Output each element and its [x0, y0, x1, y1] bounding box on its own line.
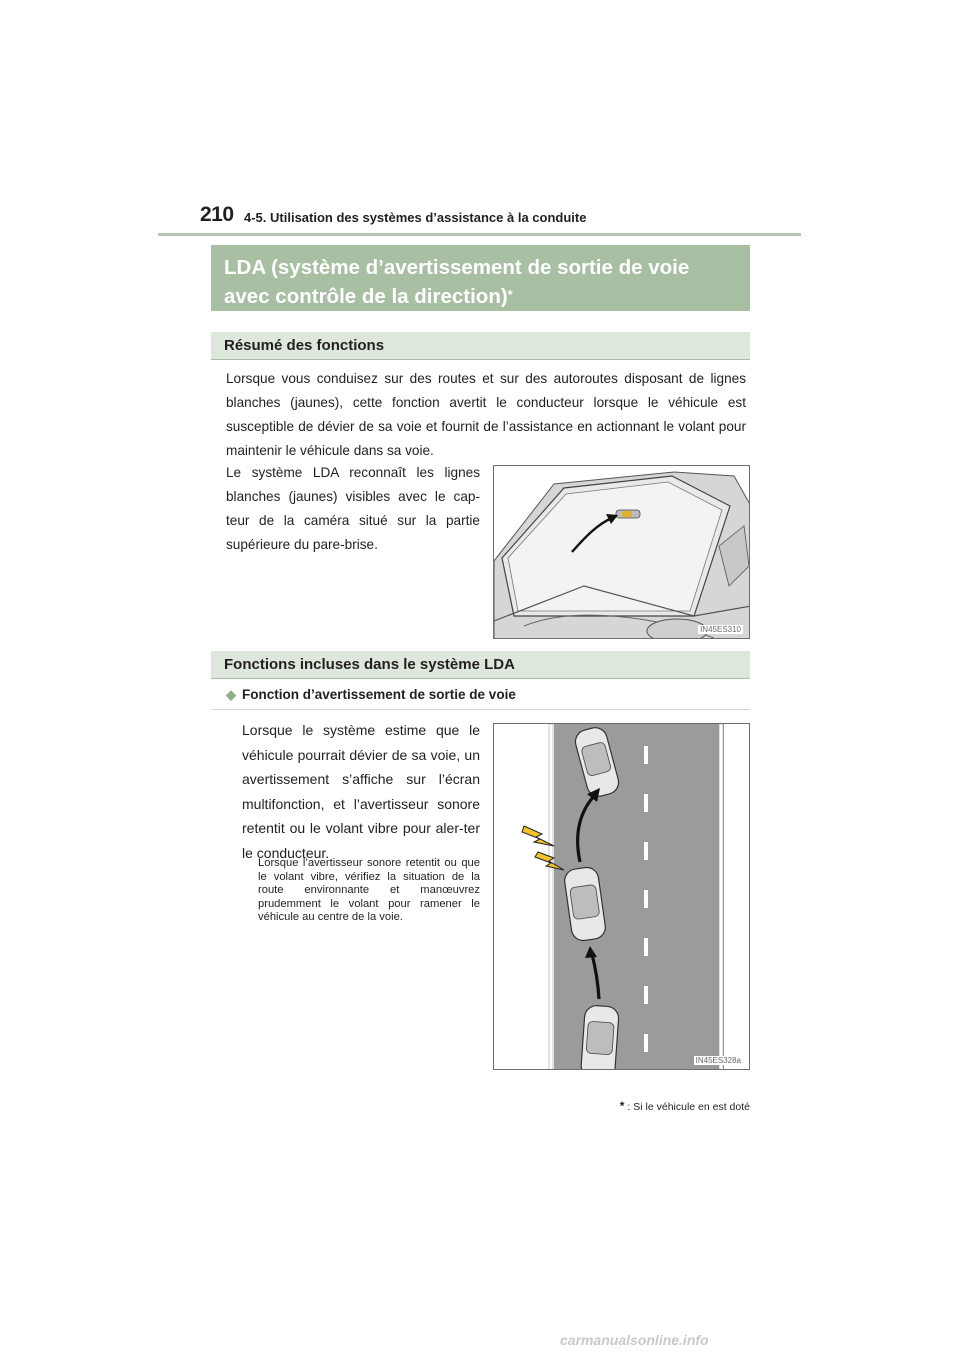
- camera-sensor-highlight: [622, 511, 632, 517]
- summary-paragraph: Lorsque vous conduisez sur des routes et sur des autoroutes disposant de lignes blanches (jaunes), cette fonction avertit le conducteur lorsque le véhicule est susceptible de dévier de sa voie et fournit de l’assistance en actionnant le volant pour maintenir le véhicule dans sa voie.: [226, 371, 746, 458]
- footnote-text: : Si le véhicule en est doté: [627, 1101, 750, 1113]
- section-title: 4-5. Utilisation des systèmes d’assistance à la conduite: [244, 210, 587, 225]
- summary-heading: Résumé des fonctions: [211, 332, 750, 360]
- chapter-title-line2: avec contrôle de la direction): [224, 285, 508, 308]
- windshield-illustration: [494, 466, 750, 639]
- page-number: 210: [200, 203, 234, 226]
- figure-code: IN45ES310: [700, 625, 741, 634]
- lane-illustration: [494, 724, 750, 1070]
- windshield-camera-figure: [493, 465, 750, 639]
- included-heading: Fonctions incluses dans le système LDA: [211, 651, 750, 679]
- chapter-title-box: [211, 245, 750, 311]
- car-bottom: [580, 1005, 619, 1070]
- bullet-heading: [226, 687, 516, 703]
- diamond-bullet-icon: ◆: [226, 687, 236, 702]
- camera-paragraph: Le système LDA reconnaît les lignes blanches (jaunes) visibles avec le cap-teur de la caméra situé sur la partie supérieure du pare-brise.: [226, 465, 480, 552]
- header-rule: [158, 233, 801, 236]
- footnote: [600, 1099, 750, 1113]
- chapter-title-line1: LDA (système d’avertissement de sortie de voie: [224, 256, 690, 279]
- warning-paragraph: Lorsque le système estime que le véhicule pourrait dévier de sa voie, un avertissement s’affiche sur l’écran multifonction, et l’avertisseur sonore retentit ou le volant vibre pour aler-ter le conducteur.: [242, 722, 480, 861]
- figure-code-2: IN45ES328a: [695, 1056, 741, 1065]
- asterisk-icon: *: [619, 1099, 625, 1113]
- caution-note: Lorsque l’avertisseur sonore retentit ou que le volant vibre, vérifiez la situation de la route environnante et manœuvrez prudemment le volant pour ramener le véhicule au centre de la voie.: [258, 857, 480, 924]
- bullet-rule: [211, 709, 750, 710]
- bullet-title: Fonction d’avertissement de sortie de voie: [242, 687, 516, 702]
- watermark: carmanualsonline.info: [560, 1332, 709, 1348]
- lane-departure-figure: [493, 723, 750, 1070]
- optional-marker: *: [507, 287, 513, 302]
